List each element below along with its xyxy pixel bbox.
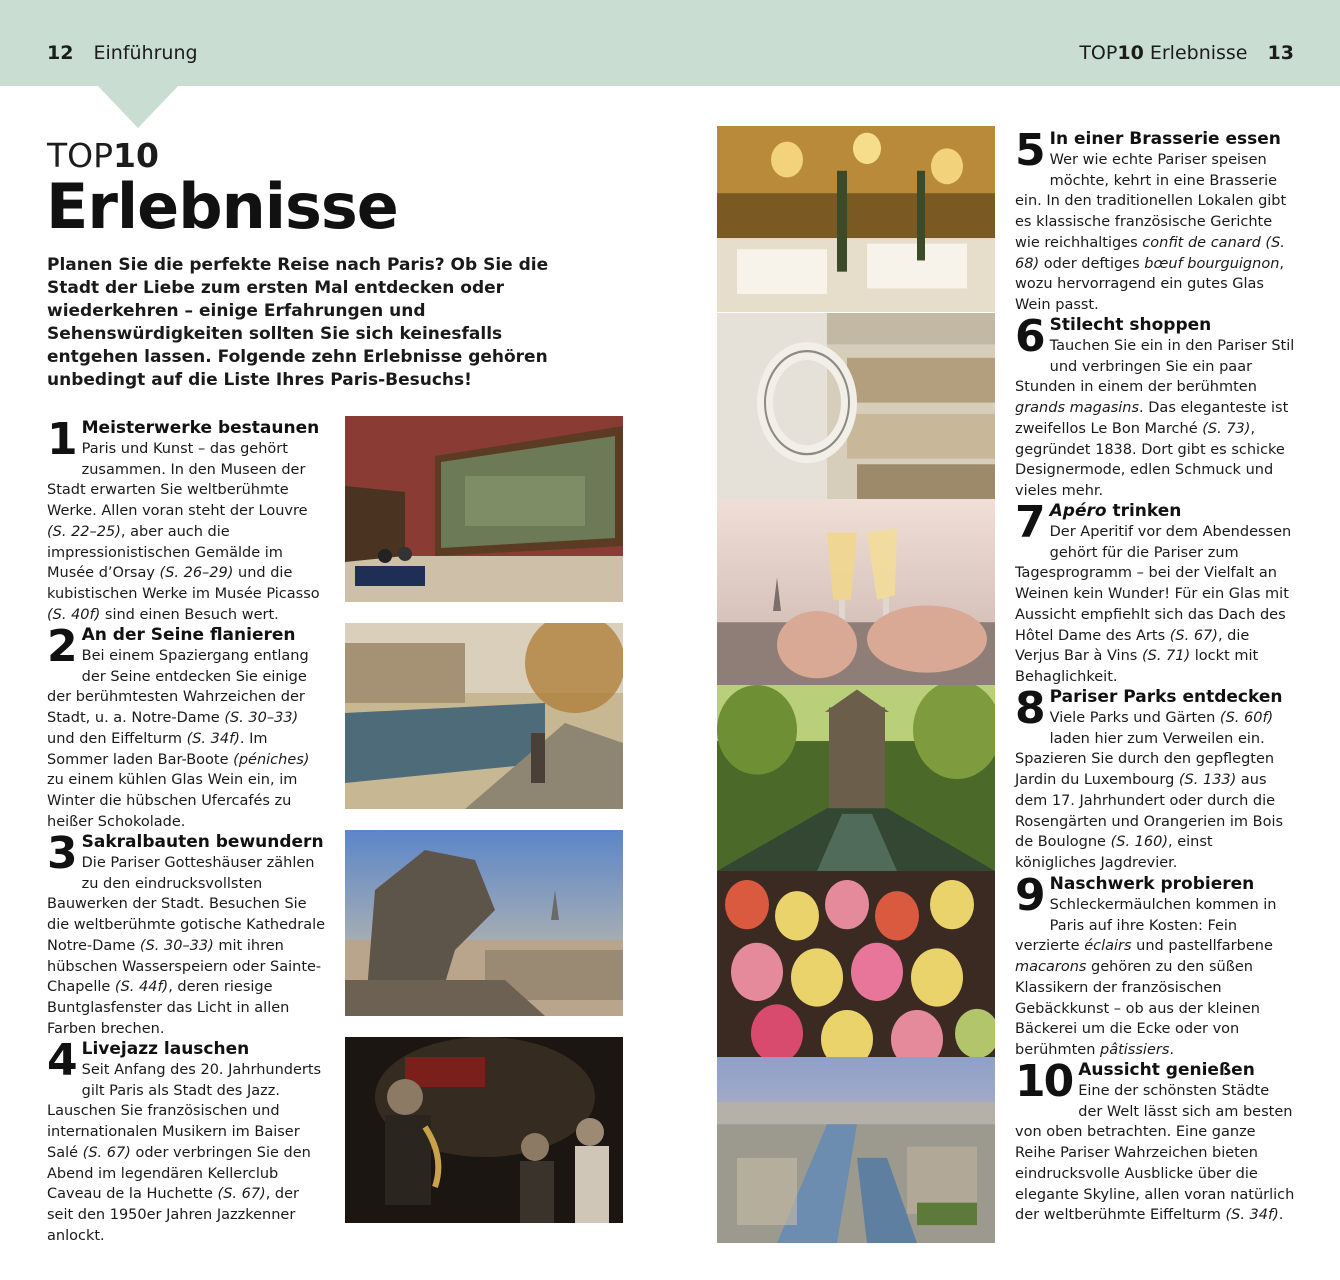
right-section-prefix: TOP (1079, 42, 1118, 64)
entry-title: Stilecht shoppen (1049, 315, 1212, 335)
entry-number: 10 (1015, 1056, 1073, 1107)
notre-dame-gargoyle-photo (345, 830, 623, 1016)
entry-title: An der Seine flanieren (81, 625, 296, 645)
brasserie-interior-photo (717, 126, 995, 312)
entry-number: 4 (47, 1035, 76, 1086)
jazz-club-photo (345, 1037, 623, 1223)
left-running-head (47, 42, 198, 64)
entry-title: In einer Brasserie essen (1049, 129, 1281, 149)
entry-8: 8 Pariser Parks entdecken Viele Parks und Gärten (S. 60f) laden hier zum Verweilen ein. Spazieren Sie durch den gepflegten Jardin du Luxembourg (S. 133) aus dem 17. Jahrhundert oder durch die Rosengärten und Orangerien im Bois de Boulogne (S. 160), einst königliches Jagdrevier. (1015, 687, 1295, 874)
louvre-gallery-photo (345, 416, 623, 602)
entry-number: 1 (47, 414, 76, 465)
entry-number: 7 (1015, 497, 1044, 548)
entry-number: 5 (1015, 125, 1044, 176)
entry-number: 6 (1015, 311, 1044, 362)
entry-title: Meisterwerke bestaunen (81, 418, 320, 438)
right-section-name: Erlebnisse (1149, 42, 1248, 64)
bon-marche-photo (717, 313, 995, 499)
champagne-toast-photo (717, 499, 995, 685)
entry-9: 9 Naschwerk probieren Schleckermäulchen kommen in Paris auf ihre Kosten: Fein verzierte éclairs und pastellfarbene macarons gehören zu den süßen Klassikern der französischen Gebäckkunst – ob aus der kleinen Bäckerei um die Ecke oder von berühmten pâtissiers. (1015, 874, 1295, 1061)
pastries-photo (717, 871, 995, 1057)
entry-5: 5 In einer Brasserie essen Wer wie echte Pariser speisen möchte, kehrt in eine Brasserie ein. In den traditionellen Lokalen gibt es klassische französische Gerichte wie reichhaltiges confit de canard (S. 68) oder deftiges bœuf bourguignon, wozu hervorragend ein gutes Glas Wein passt. (1015, 129, 1295, 316)
left-section-name: Einführung (93, 42, 198, 64)
entry-3: 3 Sakralbauten bewundern Die Pariser Gotteshäuser zählen zu den eindrucksvollsten Bauwerken der Stadt. Besuchen Sie die weltberühmte gotische Kathedrale Notre-Dame (S. 30–33) mit ihren hübschen Wasserspeiern oder Sainte-Chapelle (S. 44f), deren riesige Buntglasfenster das Licht in allen Farben brechen. (47, 828, 326, 1037)
seine-walk-photo (345, 623, 623, 809)
top10-label: TOP10 (47, 136, 159, 175)
entry-title: Livejazz lauschen (81, 1039, 250, 1059)
entry-6: 6 Stilecht shoppen Tauchen Sie ein in den Pariser Stil und verbringen Sie ein paar Stunden in einem der berühmten grands magasins. Das eleganteste ist zweifellos Le Bon Marché (S. 73), gegründet 1838. Dort gibt es schicke Designermode, edlen Schmuck und vieles mehr. (1015, 311, 1295, 499)
entry-number: 8 (1015, 683, 1044, 734)
header-pointer (96, 84, 180, 128)
entry-1: 1 Meisterwerke bestaunen Paris und Kunst – das gehört zusammen. In den Museen der Stadt erwarten Sie weltberühmte Werke. Allen voran steht der Louvre (S. 22–25), aber auch die impressionistischen Gemälde im Musée d’Orsay (S. 26–29) und die kubistischen Werke im Musée Picasso (S. 40f) sind einen Besuch wert. (47, 418, 327, 625)
entry-4: 4 Livejazz lauschen Seit Anfang des 20. Jahrhunderts gilt Paris als Stadt des Jazz. Lauschen Sie französischen und internationalen Musikern im Baiser Salé (S. 67) oder verbringen Sie den Abend im legendären Kellerclub Caveau de la Huchette (S. 67), der seit den 1950er Jahren Jazzkenner anlockt. (47, 1039, 327, 1246)
entry-number: 3 (47, 828, 76, 879)
intro-paragraph: Planen Sie die perfekte Reise nach Paris? Ob Sie die Stadt der Liebe zum ersten Mal entdecken oder wiederkehren – einige Erfahrungen und Sehenswürdigkeiten sollten Sie sich keinesfalls entgehen lassen. Folgende zehn Erlebnisse gehören unbedingt auf die Liste Ihres Paris-Besuchs! (47, 255, 549, 390)
entry-7: 7 Apéro trinken Der Aperitif vor dem Abendessen gehört für die Pariser zum Tagesprogramm – bei der Vielfalt an Weinen kein Wunder! Für ein Glas mit Aussicht empfiehlt sich das Dach des Hôtel Dame des Arts (S. 67), die Verjus Bar à Vins (S. 71) lockt mit Behaglichkeit. (1015, 501, 1295, 688)
jardin-luxembourg-photo (717, 685, 995, 871)
entry-title: Sakralbauten bewundern (81, 832, 324, 852)
left-page-number: 12 (47, 42, 74, 64)
entry-2: 2 An der Seine flanieren Bei einem Spaziergang entlang der Seine entdecken Sie einige der berühmtesten Wahrzeichen der Stadt, u. a. Notre-Dame (S. 30–33) und den Eiffelturm (S. 34f). Im Sommer laden Bar-Boote (péniches) zu einem kühlen Glas Wein ein, im Winter die hübschen Ufercafés zu heißer Schokolade. (47, 625, 327, 832)
entry-title: Apéro trinken (1049, 501, 1182, 521)
entry-title: Aussicht genießen (1078, 1060, 1255, 1080)
right-running-head (1079, 42, 1294, 64)
paris-aerial-view-photo (717, 1057, 995, 1243)
right-section-num: 10 (1117, 42, 1144, 64)
entry-title: Pariser Parks entdecken (1049, 687, 1283, 707)
page-title: Erlebnisse (46, 170, 398, 243)
entry-number: 9 (1015, 870, 1044, 921)
entry-10: 10 Aussicht genießen Eine der schönsten Städte der Welt lässt sich am besten von oben betrachten. Eine ganze Reihe Pariser Wahrzeichen bieten eindrucksvolle Ausblicke über die elegante Skyline, allen voran natürlich der weltberühmte Eiffelturm (S. 34f). (1015, 1056, 1295, 1224)
right-page-number: 13 (1267, 42, 1294, 64)
entry-title: Naschwerk probieren (1049, 874, 1255, 894)
entry-number: 2 (47, 621, 76, 672)
